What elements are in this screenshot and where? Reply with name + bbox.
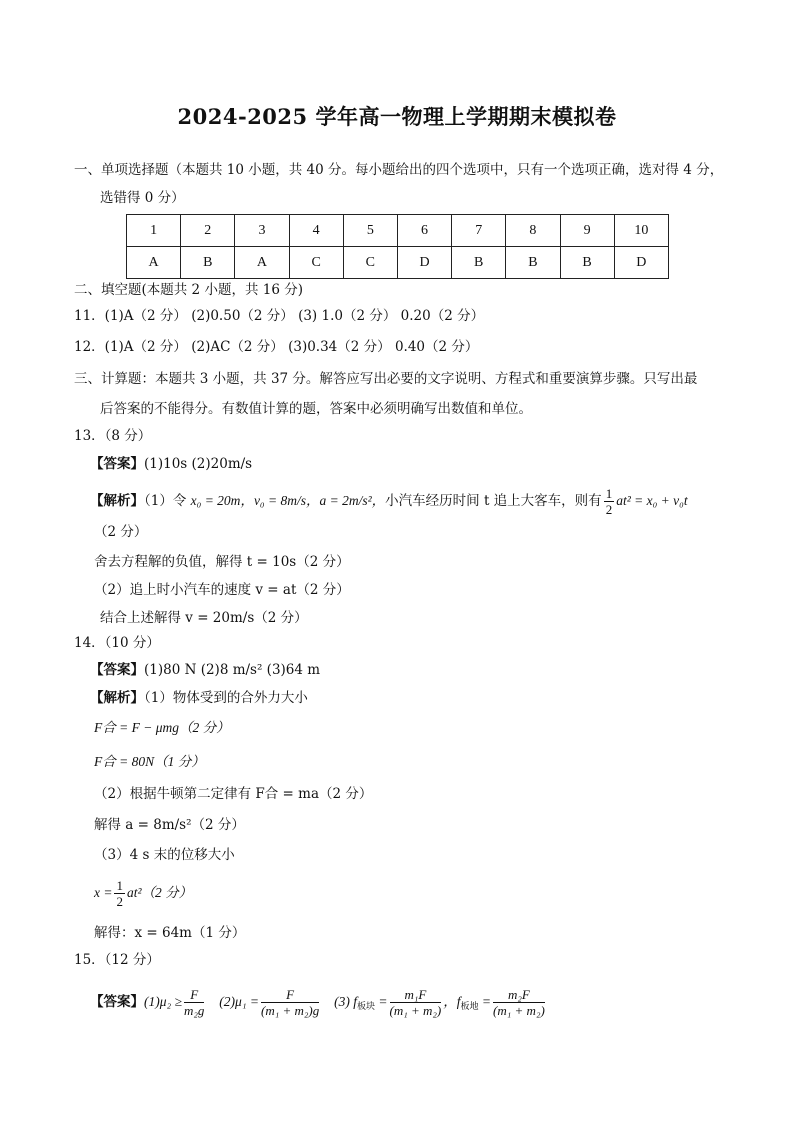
fraction-half: $\frac{1}{2}$ [116, 878, 123, 909]
q14-header: 14．（10 分） [74, 635, 160, 651]
section1-heading: 一、单项选择题（本题共 10 小题，共 40 分。每小题给出的四个选项中，只有一个选项正确，选对得 4 分， [74, 162, 724, 178]
q14-line5: （3）4 s 末的位移大小 [94, 847, 235, 863]
q12-answer: 12．(1)A（2 分） (2)AC（2 分） (3)0.34（2 分） 0.40（2 分） [74, 339, 479, 355]
fraction: $\frac{\text{m₁F}}{\text{(m₁ + m₂)}}$ [389, 987, 442, 1018]
analysis-label: 【解析】 [90, 690, 144, 706]
analysis-label: 【解析】 [90, 493, 144, 509]
q13-score: （2 分） [94, 524, 148, 540]
answer-label: 【答案】 [90, 994, 144, 1010]
q14-line3: （2）根据牛顿第二定律有 F合 = ma（2 分） [94, 786, 373, 802]
table-cell: D [397, 247, 451, 279]
q13-line2: 舍去方程解的负值，解得 t = 10s（2 分） [94, 554, 350, 570]
analysis-text-cont: 小汽车经历时间 t 追上大客车，则有 [385, 493, 602, 509]
table-cell: 3 [235, 215, 289, 247]
analysis-text: （1）令 [144, 493, 191, 509]
section3-heading-cont: 后答案的不能得分。有数值计算的题，答案中必须明确写出数值和单位。 [100, 401, 532, 417]
answer-table [126, 214, 669, 279]
fraction-half: $\frac{1}{2}$ [605, 486, 613, 517]
q13-analysis [90, 486, 688, 517]
section1-heading-cont: 选错得 0 分） [100, 190, 185, 206]
q14-line4: 解得 a = 8m/s²（2 分） [94, 817, 245, 833]
table-cell: C [289, 247, 343, 279]
q15-header: 15．（12 分） [74, 952, 160, 968]
table-cell: B [181, 247, 235, 279]
table-cell: 5 [343, 215, 397, 247]
table-cell: 10 [614, 215, 668, 247]
table-cell: B [506, 247, 560, 279]
q14-eq1: F合 = F − μmg（2 分） [94, 720, 230, 735]
q13-line3: （2）追上时小汽车的速度 v = at（2 分） [94, 582, 350, 598]
q13-line4: 结合上述解得 v = 20m/s（2 分） [100, 610, 308, 626]
q13-answer [90, 454, 252, 474]
answer-text: (1)80 N (2)8 m/s² (3)64 m [144, 662, 321, 678]
table-cell: 2 [181, 215, 235, 247]
table-cell: 4 [289, 215, 343, 247]
table-cell: D [614, 247, 668, 279]
answer-label: 【答案】 [90, 662, 144, 678]
q14-answer [90, 660, 320, 680]
equation-tail: at² = x₀ + v₀t [616, 493, 688, 508]
table-cell: 9 [560, 215, 614, 247]
table-cell: C [343, 247, 397, 279]
table-cell: 1 [127, 215, 181, 247]
q13-header: 13．（8 分） [74, 428, 152, 444]
table-cell: 8 [506, 215, 560, 247]
answer-text: (1)10s (2)20m/s [144, 456, 253, 472]
analysis-text: （1）物体受到的合外力大小 [144, 690, 308, 706]
table-cell: 6 [397, 215, 451, 247]
table-cell: B [452, 247, 506, 279]
table-cell: A [127, 247, 181, 279]
q14-analysis [90, 688, 308, 708]
answer-label: 【答案】 [90, 456, 144, 472]
q14-line7: 解得：x = 64m（1 分） [94, 925, 246, 941]
table-row-numbers [127, 215, 669, 247]
q14-eq2: F合 = 80N（1 分） [94, 754, 205, 769]
q11-answer: 11．(1)A（2 分） (2)0.50（2 分） (3) 1.0（2 分） 0.20（2 分） [74, 308, 485, 324]
fraction: $\frac{F}{\text{m₂g}}$ [184, 987, 205, 1018]
page-title: 2024-2025 学年高一物理上学期期末模拟卷 [177, 104, 617, 129]
table-cell: 7 [452, 215, 506, 247]
eq3-lhs: x = [94, 885, 113, 900]
q14-eq3 [94, 878, 192, 909]
v0-value: v₀ = 8m/s， [253, 493, 320, 508]
table-cell: A [235, 247, 289, 279]
table-row-answers [127, 247, 669, 279]
q15-answer: 【答案】(1)μ₂ ≥ $\frac{F}{\text{m₂g}}$ (2)μ₁ = $\frac{F}{\text{(m₁ + m₂)g}}$ (3) $f_{板块}$ = $\frac{\text{m₁F}}{\text{(m₁ + m₂)}}$ ，$f_{板地}$ = $\frac{\text{m₂F}}{\text{(m₁ + m₂)}}$ [90, 987, 545, 1018]
fraction: $\frac{\text{m₂F}}{\text{(m₁ + m₂)}}$ [493, 987, 545, 1018]
section3-heading: 三、计算题：本题共 3 小题，共 37 分。解答应写出必要的文字说明、方程式和重要演算步骤。只写出最 [74, 371, 698, 387]
fraction: $\frac{F}{\text{(m₁ + m₂)g}}$ [261, 987, 320, 1018]
x0-value: x₀ = 20m， [190, 493, 254, 508]
a-value: a = 2m/s²， [319, 493, 386, 508]
table-cell: B [560, 247, 614, 279]
eq3-rhs: at²（2 分） [126, 885, 193, 900]
section2-heading: 二、填空题(本题共 2 小题，共 16 分) [74, 282, 303, 298]
